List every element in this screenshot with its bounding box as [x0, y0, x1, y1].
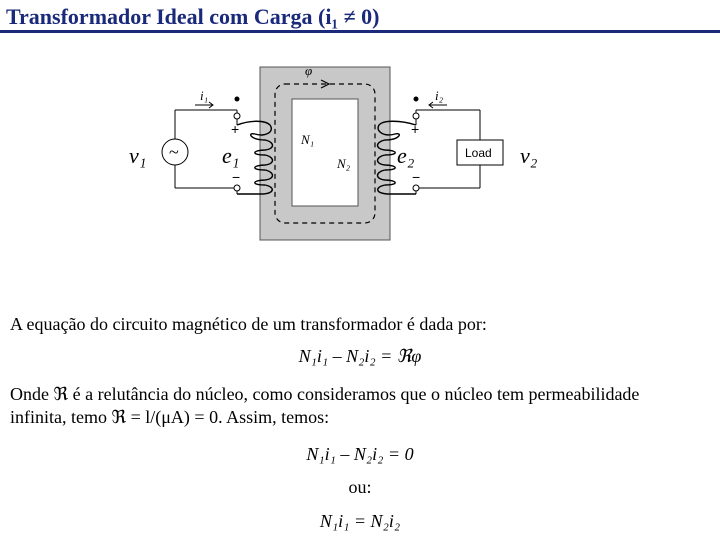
core-window	[292, 99, 358, 206]
phi-label: φ	[305, 63, 313, 78]
paragraph-reluctance-line2: infinita, temo ℜ = l/(μA) = 0. Assim, temos:	[10, 407, 330, 427]
equation-zero: N₁i₁ – N₂i₂ = 0	[306, 444, 414, 464]
e2-label: e₂	[397, 143, 415, 168]
paragraph-reluctance-line1: Onde ℜ é a relutância do núcleo, como consideramos que o núcleo tem permeabilidade	[10, 384, 640, 404]
primary-terminal-bottom	[234, 185, 240, 191]
n2-label: N₂	[337, 156, 351, 171]
title-underline	[0, 30, 720, 33]
i2-label: i₂	[435, 88, 444, 103]
secondary-plus: +	[411, 121, 420, 137]
v2-label: v₂	[520, 143, 538, 168]
secondary-minus: −	[412, 169, 421, 185]
equation-magnetic: N₁i₁ – N₂i₂ = ℜφ	[298, 346, 422, 366]
primary-plus: +	[231, 121, 240, 137]
i1-label: i₁	[200, 88, 209, 103]
secondary-terminal-top	[413, 113, 419, 119]
e1-label: e₁	[222, 143, 240, 168]
paragraph-magnetic-circuit: A equação do circuito magnético de um transformador é dada por:	[10, 314, 487, 334]
equation-ampere-turns: N₁i₁ = N₂i₂	[319, 511, 401, 531]
load-label: Load	[465, 146, 492, 160]
v1-label: v₁	[129, 143, 147, 168]
slide-title: Transformador Ideal com Carga (i₁ ≠ 0)	[6, 4, 380, 29]
connector-text: ou:	[348, 477, 372, 497]
n1-label: N₁	[301, 132, 315, 147]
secondary-polarity-dot	[414, 97, 419, 102]
ac-source-symbol: ~	[169, 142, 179, 162]
primary-terminal-top	[234, 113, 240, 119]
transformer-circuit-diagram	[125, 62, 595, 247]
secondary-terminal-bottom	[413, 185, 419, 191]
primary-polarity-dot	[235, 97, 240, 102]
primary-minus: −	[232, 169, 241, 185]
